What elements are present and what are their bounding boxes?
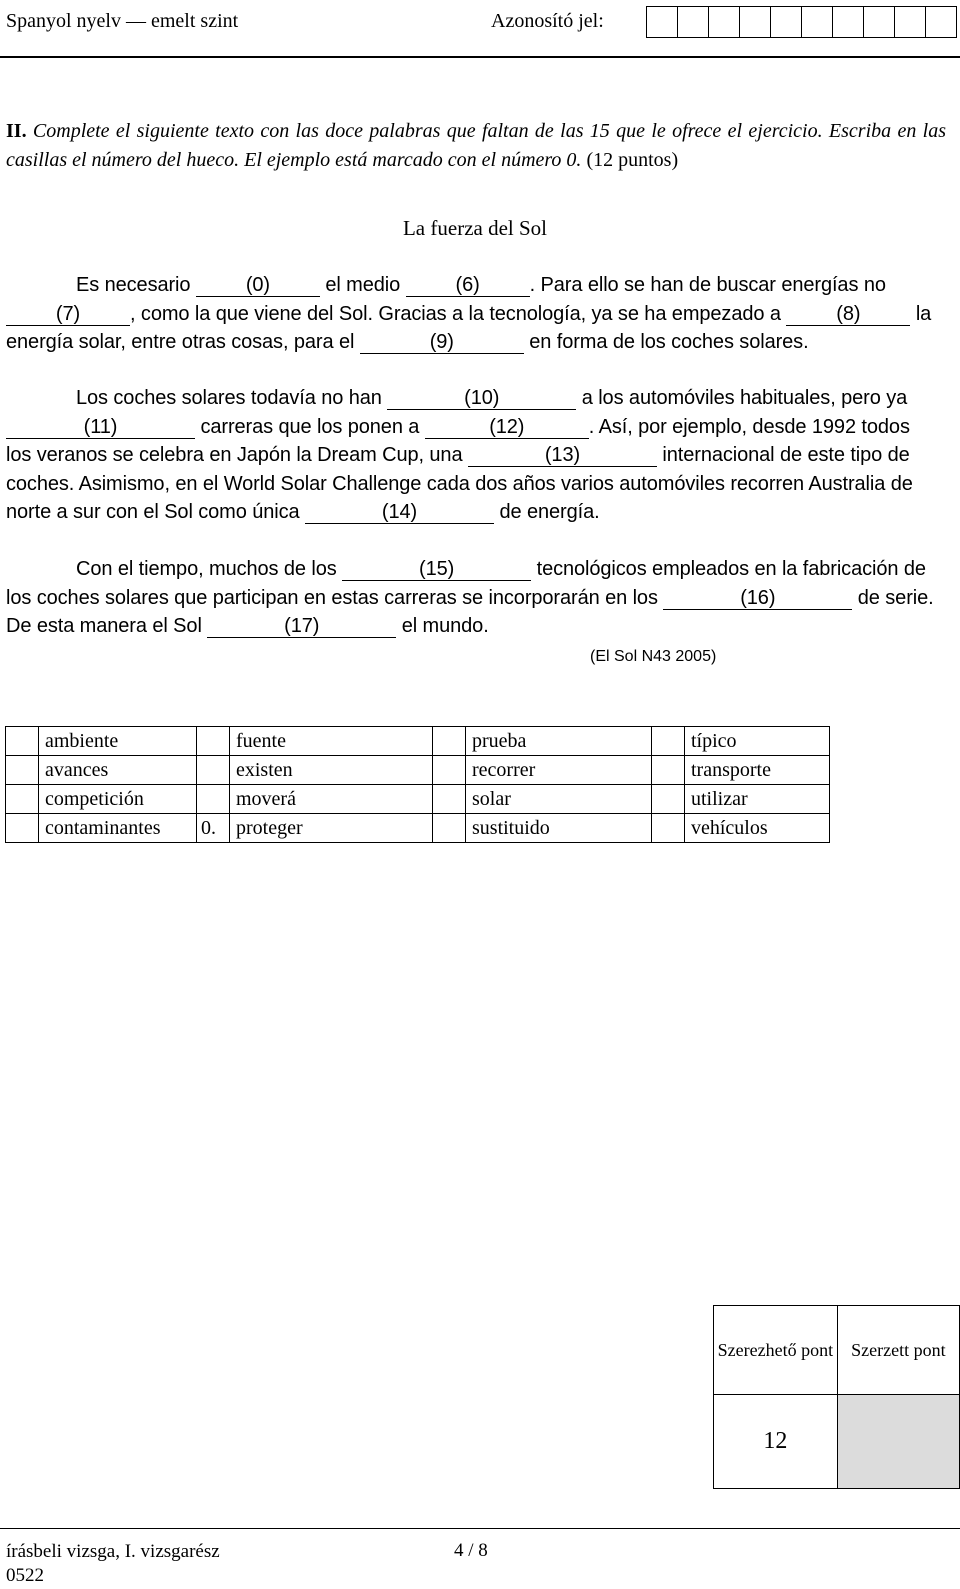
text-run: tecnológicos empleados en la fabricación de los coches solares que participan en estas carreras se incorporarán en los xyxy=(6,558,926,609)
gap-8: (8) xyxy=(786,303,910,326)
word-cell: sustituido xyxy=(466,814,652,843)
word-cell: proteger xyxy=(230,814,433,843)
gap-9: (9) xyxy=(360,331,524,354)
text-run: la energía solar, entre otras cosas, para el xyxy=(6,302,932,353)
answer-box[interactable] xyxy=(652,756,685,785)
gap-17: (17) xyxy=(207,615,396,638)
header-subject: Spanyol nyelv — emelt szint xyxy=(6,10,239,32)
text-run: . Para ello se han de buscar energías no xyxy=(529,274,886,296)
answer-box[interactable] xyxy=(6,814,39,843)
id-label: Azonosító jel: xyxy=(491,10,604,32)
table-row xyxy=(6,756,830,785)
gap-16: (16) xyxy=(663,587,852,610)
word-cell: recorrer xyxy=(466,756,652,785)
answer-box[interactable] xyxy=(197,756,230,785)
id-box[interactable] xyxy=(925,6,957,38)
answer-box[interactable] xyxy=(433,756,466,785)
text-run: el mundo. xyxy=(401,615,489,637)
task-instructions xyxy=(6,117,946,175)
answer-box[interactable] xyxy=(197,785,230,814)
table-row xyxy=(6,814,830,843)
answer-box[interactable] xyxy=(197,727,230,756)
footer-exam-info xyxy=(6,1540,220,1588)
gap-12: (12) xyxy=(425,416,589,439)
source-citation: (El Sol N43 2005) xyxy=(590,648,717,665)
id-box[interactable] xyxy=(801,6,833,38)
id-box[interactable] xyxy=(770,6,802,38)
word-cell: fuente xyxy=(230,727,433,756)
answer-box[interactable]: 0. xyxy=(197,814,230,843)
text-run: a los automóviles habituales, pero ya xyxy=(581,387,908,409)
word-cell: transporte xyxy=(685,756,830,785)
earned-points-label: Szerzett pont xyxy=(837,1306,959,1395)
text-run: de serie. De esta manera el Sol xyxy=(6,586,934,637)
table-row xyxy=(6,727,830,756)
id-box[interactable] xyxy=(863,6,895,38)
score-header-row xyxy=(714,1306,960,1395)
word-cell: solar xyxy=(466,785,652,814)
text-run: , como la que viene del Sol. Gracias a la tecnología, ya se ha empezado a xyxy=(130,302,781,325)
max-points-value: 12 xyxy=(714,1395,838,1489)
text-run: . Así, por ejemplo, desde 1992 todos los veranos se celebra en Japón la Dream Cup, una xyxy=(6,415,910,466)
gap-0: (0) xyxy=(196,274,320,297)
gap-14: (14) xyxy=(305,501,494,524)
word-cell: contaminantes xyxy=(39,814,197,843)
answer-box[interactable] xyxy=(6,756,39,785)
page-number: 4 / 8 xyxy=(454,1540,488,1561)
gap-6: (6) xyxy=(406,274,530,297)
id-box[interactable] xyxy=(646,6,678,38)
id-boxes xyxy=(647,6,957,38)
gap-15: (15) xyxy=(342,558,531,581)
instructions-points: (12 puntos) xyxy=(586,149,679,171)
text-run: el medio xyxy=(325,274,401,296)
max-points-label: Szerezhető pont xyxy=(714,1306,838,1395)
text-run: de energía. xyxy=(499,501,600,523)
text-run: Es necesario xyxy=(76,274,191,296)
footer-divider xyxy=(0,1528,960,1529)
answer-box[interactable] xyxy=(6,785,39,814)
id-box[interactable] xyxy=(739,6,771,38)
word-cell: avances xyxy=(39,756,197,785)
instructions-text: Complete el siguiente texto con las doce palabras que faltan de las 15 que le ofrece el ejercicio. Escriba en las casillas el número del hueco. El ejemplo está marcado con el número 0. xyxy=(6,120,947,171)
word-cell: competición xyxy=(39,785,197,814)
id-box[interactable] xyxy=(708,6,740,38)
text-run: en forma de los coches solares. xyxy=(529,331,809,353)
header-divider xyxy=(0,56,960,58)
word-cell: ambiente xyxy=(39,727,197,756)
word-cell: vehículos xyxy=(685,814,830,843)
id-box[interactable] xyxy=(894,6,926,38)
score-table xyxy=(713,1305,960,1489)
score-value-row xyxy=(714,1395,960,1489)
footer-code: 0522 xyxy=(6,1565,44,1586)
word-cell: prueba xyxy=(466,727,652,756)
id-box[interactable] xyxy=(832,6,864,38)
paragraph-3 xyxy=(6,555,940,641)
gap-11: (11) xyxy=(6,416,195,439)
paragraph-1 xyxy=(6,271,940,357)
text-run: internacional de este tipo de coches. Asimismo, en el World Solar Challenge cada dos años varios automóviles recorren Australia de norte a sur con el Sol como única xyxy=(6,444,913,523)
answer-box[interactable] xyxy=(433,727,466,756)
answer-box[interactable] xyxy=(652,814,685,843)
text-run: Los coches solares todavía no han xyxy=(76,387,382,409)
gap-7: (7) xyxy=(6,303,130,326)
word-cell: moverá xyxy=(230,785,433,814)
task-number: II. xyxy=(6,120,27,142)
word-table xyxy=(5,726,830,843)
word-cell: típico xyxy=(685,727,830,756)
word-cell: utilizar xyxy=(685,785,830,814)
answer-box[interactable] xyxy=(652,785,685,814)
answer-box[interactable] xyxy=(433,785,466,814)
table-row xyxy=(6,785,830,814)
word-cell: existen xyxy=(230,756,433,785)
paragraph-2 xyxy=(6,384,940,527)
gap-10: (10) xyxy=(387,387,576,410)
gap-13: (13) xyxy=(468,444,657,467)
answer-box[interactable] xyxy=(652,727,685,756)
answer-box[interactable] xyxy=(6,727,39,756)
footer-exam-part: írásbeli vizsga, I. vizsgarész xyxy=(6,1541,220,1562)
text-title: La fuerza del Sol xyxy=(402,216,548,240)
id-box[interactable] xyxy=(677,6,709,38)
text-run: Con el tiempo, muchos de los xyxy=(76,558,337,580)
text-run: carreras que los ponen a xyxy=(200,415,420,438)
answer-box[interactable] xyxy=(433,814,466,843)
earned-points-value[interactable] xyxy=(837,1395,959,1489)
